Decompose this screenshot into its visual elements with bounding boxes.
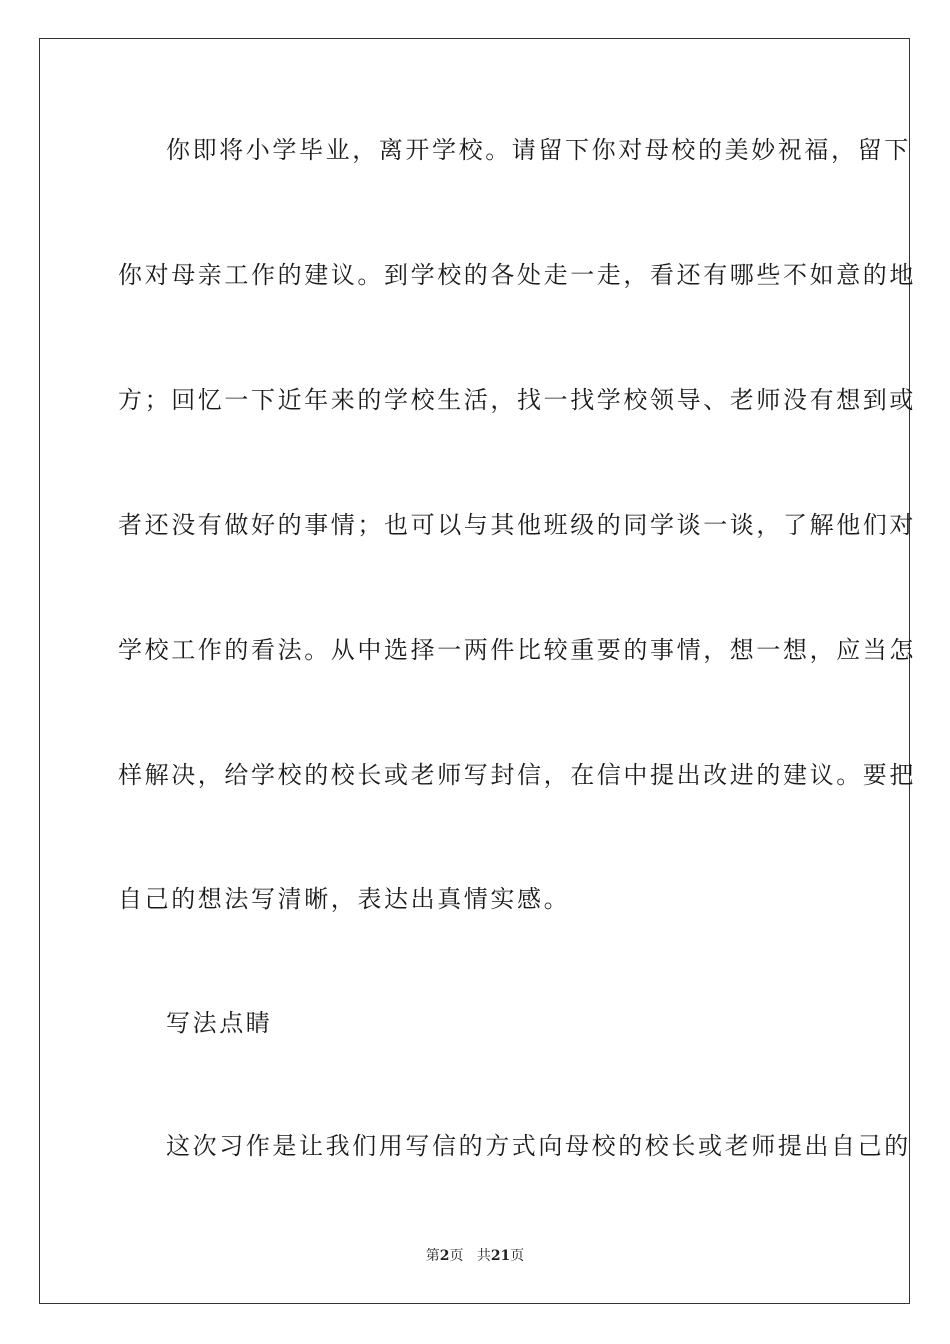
paragraph-line: 样解决，给学校的校长或老师写封信，在信中提出改进的建议。要把: [118, 761, 916, 789]
page-border: [39, 38, 916, 1304]
paragraph-line: 你即将小学毕业，离开学校。请留下你对母校的美妙祝福，留下: [166, 136, 911, 164]
footer-page-number: 2: [439, 1248, 450, 1264]
page-footer: [0, 1246, 950, 1266]
paragraph-line: 学校工作的看法。从中选择一两件比较重要的事情，想一想，应当怎: [118, 636, 916, 664]
paragraph-line: 你对母亲工作的建议。到学校的各处走一走，看还有哪些不如意的地: [118, 261, 916, 289]
paragraph-line: 自己的想法写清晰，表达出真情实感。: [118, 885, 571, 913]
paragraph-line: 方；回忆一下近年来的学校生活，找一找学校领导、老师没有想到或: [118, 386, 916, 414]
paragraph-line: 这次习作是让我们用写信的方式向母校的校长或老师提出自己的: [166, 1132, 911, 1160]
section-heading: 写法点睛: [166, 1009, 273, 1037]
paragraph-line: 者还没有做好的事情；也可以与其他班级的同学谈一谈，了解他们对: [118, 511, 916, 539]
footer-total-prefix: 共: [476, 1248, 491, 1264]
footer-prefix: 第: [425, 1248, 440, 1264]
footer-page-suffix: 页: [449, 1248, 464, 1264]
footer-total-suffix: 页: [510, 1248, 525, 1264]
footer-total-pages: 21: [490, 1248, 511, 1264]
